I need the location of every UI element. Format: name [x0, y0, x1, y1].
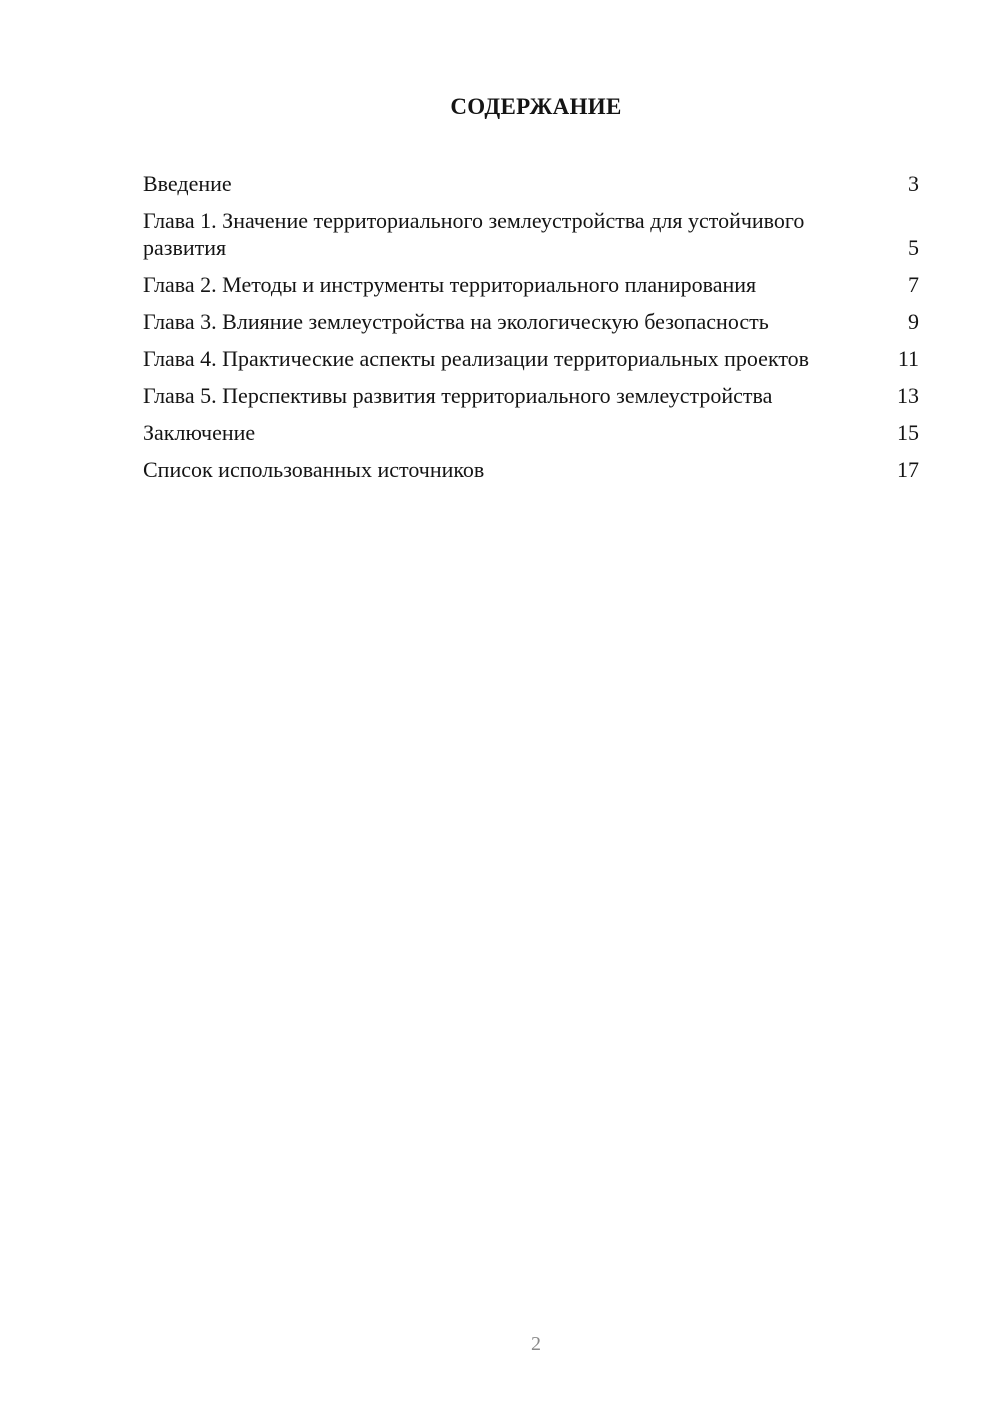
toc-entry-text: Глава 3. Влияние землеустройства на экологическую безопасность [143, 309, 769, 334]
toc-entry-page: 7 [908, 272, 919, 297]
toc-entry-introduction [143, 170, 919, 197]
toc-entry-text: Введение [143, 171, 232, 196]
toc-entry-text: Глава 2. Методы и инструменты территориального планирования [143, 272, 757, 297]
toc-entry-text: Глава 5. Перспективы развития территориального землеустройства [143, 383, 773, 408]
toc-entry-page: 15 [897, 420, 919, 445]
page-number: 2 [531, 1333, 541, 1355]
toc-entry-text: Глава 1. Значение территориального землеустройства для устойчивого развития [143, 208, 805, 260]
toc-entry-references [143, 456, 919, 483]
toc-entry-page: 11 [897, 346, 919, 371]
table-of-contents [143, 170, 919, 493]
toc-entry-chapter-5 [143, 382, 919, 409]
toc-entry-chapter-1 [143, 207, 919, 261]
toc-entry-text: Список использованных источников [143, 457, 485, 482]
toc-entry-conclusion [143, 419, 919, 446]
toc-entry-page: 13 [897, 383, 919, 408]
toc-entry-text: Глава 4. Практические аспекты реализации территориальных проектов [143, 346, 810, 371]
toc-entry-page: 3 [908, 171, 919, 196]
toc-entry-page: 5 [908, 235, 919, 260]
toc-entry-chapter-4 [143, 345, 919, 372]
toc-entry-chapter-3 [143, 308, 919, 335]
toc-entry-text: Заключение [143, 420, 256, 445]
toc-entry-page: 17 [897, 457, 919, 482]
toc-entry-page: 9 [908, 309, 919, 334]
page-title: СОДЕРЖАНИЕ [450, 94, 622, 119]
toc-entry-chapter-2 [143, 271, 919, 298]
